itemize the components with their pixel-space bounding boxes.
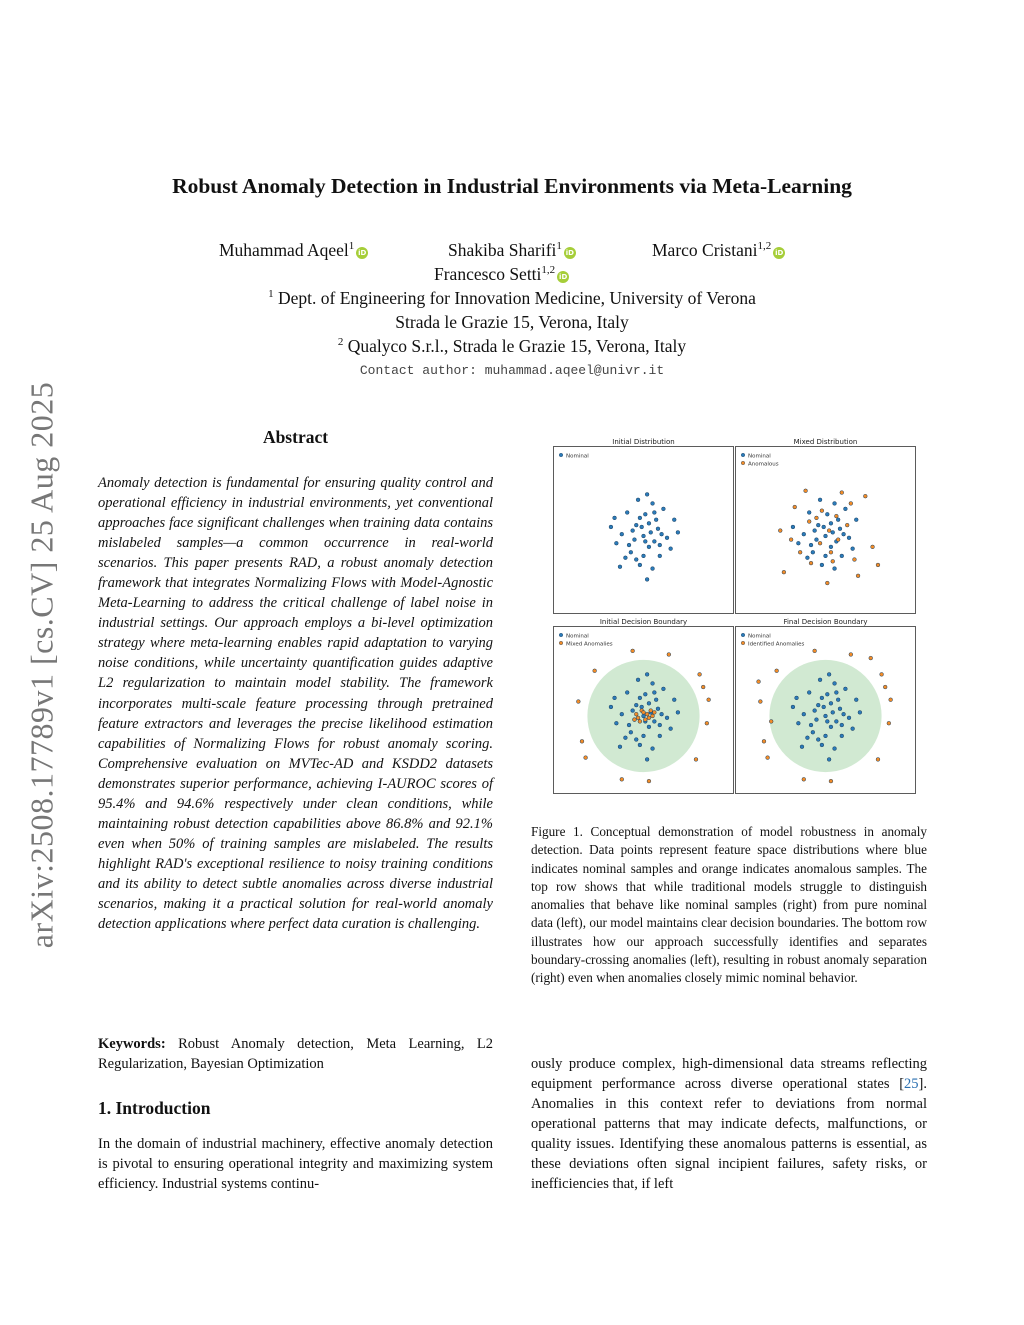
data-point [658,734,662,738]
data-point [634,712,638,716]
data-point [825,720,829,724]
data-point [766,756,770,760]
data-point [640,525,644,529]
data-point [634,703,638,707]
data-point [831,559,835,563]
author: Marco Cristani$^{1,2}$iD [652,240,784,260]
data-point [825,512,829,516]
data-point [838,707,842,711]
keywords: Keywords: Robust Anomaly detection, Meta Learning, L2 Regularization, Bayesian Optimization [98,1036,493,1072]
data-point [822,705,826,709]
data-point [816,703,820,707]
data-point [620,712,624,716]
data-point [620,777,624,781]
orcid-icon[interactable]: iD [775,249,784,257]
legend-label: Nominal [566,453,589,460]
data-point [833,502,837,506]
data-point [854,518,858,522]
data-point [638,516,642,520]
legend-marker [559,641,563,645]
data-point [887,721,891,725]
data-point [634,523,638,527]
data-point [834,720,838,724]
data-point [849,653,853,657]
data-point [798,550,802,554]
data-point [669,727,673,731]
abstract-text: Anomaly detection is fundamental for ensuring quality control and operational efficiency in industrial environments, yet conventional approaches face significant challenges when training data contains mislabeled samples—a common occurrence in real-world scenarios. This paper presents RAD, a robust anomaly detection framework that integrates Normalizing Flows with Model-Agnostic Meta-Learning to address the critical challenge of label noise in industrial settings. Our approach employs a bi-level optimization strategy where meta-learning enables rapid adaptation to varying noise conditions, while uncertainty quantification guides adaptive L2 regularization to maintain model stability. The framework incorporates multi-scale feature processing through pretrained feature extractors and leverages the precise likelihood estimation capabilities of Normalizing Flows for robust anomaly scoring. Comprehensive evaluation on MVTec-AD and KSDD2 datasets demonstrates superior performance, achieving I-AUROC scores of 95.4% and 94.6% respectively under clean conditions, while maintaining robust detection capabilities above 86.8% and 92.1% even when 50% of training samples are mislabeled. The results highlight RAD's exceptional resilience to noisy training conditions and its ability to detect subtle anomalies across diverse industrial scenarios, making it a practical solution for real-world anomaly detection applications where perfect data curation is challenging. [98,475,493,933]
data-point [807,511,811,515]
data-point [858,710,862,714]
data-point [834,514,838,518]
orcid-icon[interactable]: iD [358,249,367,257]
data-point [824,534,828,538]
contact-author: Contact author: muhammad.aqeel@univr.it [359,363,665,378]
data-point [851,547,855,551]
data-point [642,714,646,718]
data-point [698,672,702,676]
affiliation: $^1$ Dept. of Engineering for Innovation Medicine, University of Verona [268,288,756,308]
data-point [636,498,640,502]
legend-marker [741,633,745,637]
scatter-panel [736,618,916,794]
data-point [840,491,844,495]
author: Muhammad Aqeel$^1$iD [219,240,367,260]
data-point [624,556,628,560]
data-point [627,543,631,547]
data-point [844,687,848,691]
data-point [645,758,649,762]
data-point [633,718,637,722]
data-point [662,507,666,511]
legend-marker [741,461,745,465]
data-point [620,532,624,536]
data-point [634,738,638,742]
data-point [847,536,851,540]
data-point [647,716,651,720]
data-point [778,529,782,533]
scatter-panel [736,438,916,614]
data-point [796,721,800,725]
data-point [834,691,838,695]
data-point [638,563,642,567]
data-point [656,527,660,531]
data-point [863,494,867,498]
data-point [827,672,831,676]
data-point [652,540,656,544]
affiliation: Strada le Grazie 15, Verona, Italy [395,312,629,332]
legend-marker [741,453,745,457]
data-point [652,710,656,714]
legend-marker [559,453,563,457]
data-point [645,492,649,496]
data-point [818,498,822,502]
data-point [856,574,860,578]
data-point [649,709,653,713]
data-point [757,680,761,684]
data-point [651,567,655,571]
data-point [824,714,828,718]
data-point [889,698,893,702]
legend-label: Mixed Anomalies [566,641,613,648]
data-point [775,669,779,673]
data-point [647,779,651,783]
data-point [633,538,637,542]
data-point [654,698,658,702]
data-point [820,743,824,747]
data-point [642,734,646,738]
data-point [631,709,635,713]
data-point [815,538,819,542]
data-point [672,698,676,702]
data-point [836,518,840,522]
data-point [827,758,831,762]
intro-paragraph: In the domain of industrial machinery, effective anomaly detection is pivotal to ensuring operational integrity and maximizing system efficiency. Industrial systems continu- [98,1136,493,1192]
data-point [652,511,656,515]
data-point [815,718,819,722]
data-point [822,525,826,529]
legend-label: Nominal [566,633,589,640]
data-point [614,721,618,725]
data-point [836,538,840,542]
data-point [643,540,647,544]
data-point [811,550,815,554]
data-point [807,520,811,524]
panel-title: Initial Decision Boundary [599,618,688,626]
data-point [876,758,880,762]
data-point [576,700,580,704]
data-point [631,649,635,653]
data-point [618,745,622,749]
data-point [838,527,842,531]
data-point [609,525,613,529]
data-point [660,532,664,536]
panel-frame [554,447,734,614]
data-point [847,716,851,720]
data-point [806,556,810,560]
data-point [818,541,822,545]
data-point [662,687,666,691]
data-point [669,547,673,551]
data-point [660,712,664,716]
data-point [816,523,820,527]
data-point [618,565,622,569]
legend-label: Nominal [748,633,771,640]
data-point [613,696,617,700]
data-point [642,710,646,714]
data-point [824,554,828,558]
data-point [643,718,647,722]
data-point [829,725,833,729]
data-point [840,734,844,738]
data-point [645,578,649,582]
data-point [634,558,638,562]
data-point [840,723,844,727]
data-point [642,554,646,558]
data-point [789,538,793,542]
legend-label: Anomalous [748,461,779,468]
data-point [796,541,800,545]
scatter-panel [554,438,734,614]
section-heading: 1. Introduction [98,1098,211,1118]
data-point [667,653,671,657]
data-point [813,709,817,713]
data-point [829,779,833,783]
data-point [782,570,786,574]
data-point [802,712,806,716]
data-point [820,509,824,513]
data-point [833,747,837,751]
data-point [815,516,819,520]
data-point [694,758,698,762]
data-point [842,532,846,536]
legend-label: Identified Anomalies [748,641,805,648]
data-point [880,672,884,676]
data-point [827,529,831,533]
data-point [853,558,857,562]
data-point [652,720,656,724]
data-point [820,696,824,700]
data-point [629,730,633,734]
data-point [625,511,629,515]
data-point [631,529,635,533]
data-point [640,705,644,709]
data-point [840,554,844,558]
author: Francesco Setti$^{1,2}$iD [434,264,568,284]
data-point [758,700,762,704]
legend-marker [559,633,563,637]
data-point [647,521,651,525]
data-point [831,530,835,534]
data-point [802,777,806,781]
data-point [825,692,829,696]
author: Shakiba Sharifi$^1$iD [448,240,574,260]
data-point [643,692,647,696]
figure-caption: Figure 1. Conceptual demonstration of model robustness in anomaly detection. Data points represent feature space distributions where blue indicates nominal samples and orange indicates anomalous samples. The top row shows that while traditional models struggle to distinguish anomalies that behave like nominal samples (right) from pure nominal data (left), our model maintains clear decision boundaries. The bottom row illustrates how our approach successfully identifies and separates boundary-crossing anomalies (left), resulting in robust anomaly separation (right) even when anomalies closely mimic nominal behavior. [531,824,927,986]
data-point [883,685,887,689]
data-point [638,743,642,747]
legend-label: Nominal [748,453,771,460]
data-point [795,696,799,700]
panel-title: Final Decision Boundary [783,618,868,626]
data-point [829,521,833,525]
orcid-icon[interactable]: iD [559,273,568,281]
data-point [871,545,875,549]
arxiv-stamp: arXiv:2508.17789v1 [cs.CV] 25 Aug 2025 [23,381,60,949]
data-point [844,507,848,511]
panel-title: Mixed Distribution [793,438,858,446]
data-point [876,563,880,567]
data-point [658,723,662,727]
data-point [645,672,649,676]
data-point [769,720,773,724]
data-point [629,550,633,554]
scatter-panel [554,618,734,794]
data-point [649,530,653,534]
data-point [811,730,815,734]
data-point [613,516,617,520]
data-point [791,705,795,709]
data-point [643,512,647,516]
paper-title: Robust Anomaly Detection in Industrial Environments via Meta-Learning [172,174,852,198]
data-point [800,745,804,749]
affiliation: $^2$ Qualyco S.r.l., Strada le Grazie 15, Verona, Italy [337,336,687,356]
data-point [845,523,849,527]
data-point [809,561,813,565]
data-point [869,656,873,660]
data-point [652,691,656,695]
data-point [638,720,642,724]
data-point [651,747,655,751]
data-point [584,756,588,760]
data-point [654,518,658,522]
data-point [836,698,840,702]
data-point [793,505,797,509]
data-point [809,723,813,727]
data-point [813,529,817,533]
figure-1 [553,436,920,800]
data-point [831,710,835,714]
data-point [651,682,655,686]
data-point [647,701,651,705]
legend-marker [741,641,745,645]
data-point [665,536,669,540]
data-point [818,678,822,682]
data-point [816,738,820,742]
data-point [672,518,676,522]
data-point [804,489,808,493]
data-point [636,716,640,720]
data-point [636,678,640,682]
data-point [580,739,584,743]
data-point [676,710,680,714]
data-point [829,550,833,554]
panel-frame [736,447,916,614]
data-point [824,734,828,738]
data-point [647,545,651,549]
orcid-icon[interactable]: iD [565,249,574,257]
data-point [707,698,711,702]
data-point [833,567,837,571]
data-point [813,649,817,653]
data-point [762,739,766,743]
data-point [656,707,660,711]
data-point [829,701,833,705]
panel-title: Initial Distribution [612,438,675,446]
data-point [647,725,651,729]
data-point [625,691,629,695]
data-point [807,691,811,695]
data-point [627,723,631,727]
data-point [645,712,649,716]
data-point [614,541,618,545]
data-point [658,543,662,547]
data-point [676,530,680,534]
data-point [851,727,855,731]
abstract-heading: Abstract [262,427,329,447]
data-point [651,714,655,718]
data-point [665,716,669,720]
citation-link[interactable]: 25 [904,1076,919,1092]
data-point [701,685,705,689]
data-point [854,698,858,702]
data-point [820,563,824,567]
data-point [849,502,853,506]
data-point [593,669,597,673]
data-point [806,736,810,740]
data-point [802,532,806,536]
data-point [809,543,813,547]
intro-paragraph-continued: ously produce complex, high-dimensional data streams reflecting equipment performance across diverse operational states [25]. Anomalies in this context refer to deviations from normal operational patterns that may indicate defects, malfunctions, or quality issues. Identifying these anomalous patterns is essential, as these deviations often signal incipient failures, safety risks, or inefficiencies that, if left [531,1056,927,1192]
data-point [825,581,829,585]
data-point [651,502,655,506]
data-point [829,545,833,549]
data-point [833,682,837,686]
data-point [624,736,628,740]
data-point [842,712,846,716]
data-point [791,525,795,529]
data-point [658,554,662,558]
data-point [638,696,642,700]
data-point [705,721,709,725]
data-point [609,705,613,709]
data-point [642,534,646,538]
